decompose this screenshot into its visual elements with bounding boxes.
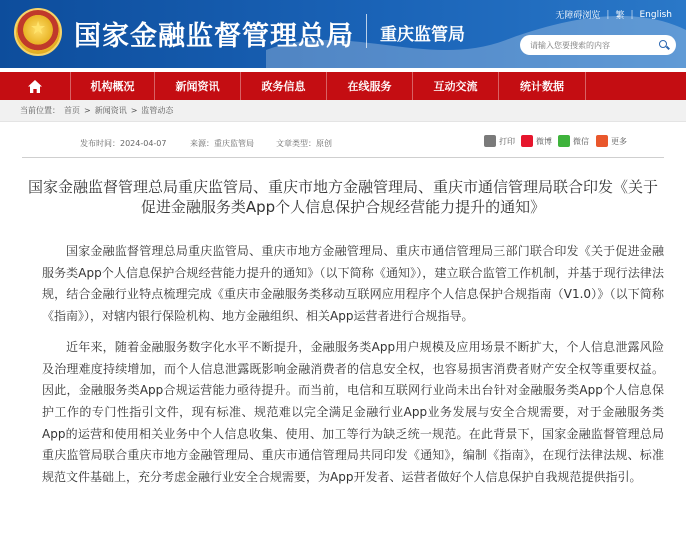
nav-home[interactable] [0,72,70,100]
print-label: 打印 [499,136,515,146]
print-button[interactable] [484,135,515,147]
wechat-share-button[interactable] [558,135,589,147]
nav-item-news[interactable]: 新闻资讯 [154,72,240,100]
printer-icon [484,135,496,147]
main-nav [0,72,686,100]
wechat-label: 微信 [573,136,589,146]
breadcrumb-regulatory-news[interactable]: 监管动态 [141,106,174,115]
publish-time: 发布时间：2024-04-07 [80,139,167,148]
breadcrumb-separator: > [130,106,138,115]
article-body [42,241,664,498]
more-share-button[interactable] [596,135,627,147]
breadcrumb-home[interactable]: 首页 [64,106,80,115]
home-icon [27,79,43,94]
search-box [520,35,676,55]
accessibility-link[interactable]: 无障碍浏览 [555,11,601,21]
nav-item-about[interactable]: 机构概况 [70,72,154,100]
site-title[interactable]: 国家金融监督管理总局 [74,21,354,52]
more-label: 更多 [611,136,627,146]
link-separator: | [606,9,610,20]
article-paragraph: 近年来，随着金融服务数字化水平不断提升，金融服务类App用户规模及应用场景不断扩大，个人信息泄露风险及治理难度持续增加，而个人信息泄露既影响金融消费者的信息安全权，也容易损害消费者财产安全权等重要权益。因此，金融服务类App合规运营能力亟待提升。而当前，电信和互联网行业尚未出台针对金融服务类App个人信息保护工作的专门性指引文件，现有标准、规范难以完全满足金融行业App业务发展与安全合规需要，对于金融服务类App的运营和使用相关业务中个人信息收集、使用、加工等行为缺乏统一规范。在此背景下，国家金融监督管理总局重庆监管局联合重庆市地方金融管理局、重庆市通信管理局共同印发《通知》，编制《指南》，在现行法律法规、标准规范文件基础上，充分考虑金融行业安全合规需要，为App开发者、运营者做好个人信息保护自我规范提供指引。 [42,339,664,485]
article-paragraph: 国家金融监督管理总局重庆监管局、重庆市地方金融管理局、重庆市通信管理局三部门联合印发《关于促进金融服务类App个人信息保护合规经营能力提升的通知》（以下简称《通知》），建立联合监管工作机制，并基于现行法律法规，结合金融行业特点梳理完成《重庆市金融服务类移动互联网应用程序个人信息保护合规指南（V1.0）》（以下简称《指南》），对辖内银行保险机构、地方金融组织、相关App运营者进行合规指导。 [42,244,664,324]
weibo-label: 微博 [536,136,552,146]
title-divider [366,14,367,48]
search-icon[interactable] [658,39,670,51]
nav-item-government-info[interactable]: 政务信息 [240,72,326,100]
article-source: 来源：重庆监管局 [190,139,254,148]
search-input[interactable] [530,41,658,50]
article-type: 文章类型：原创 [276,139,332,148]
sub-title: 重庆监管局 [380,25,465,45]
weibo-icon [521,135,533,147]
link-separator: | [630,9,634,20]
breadcrumb [0,100,686,122]
nav-item-statistics[interactable]: 统计数据 [498,72,586,100]
breadcrumb-label: 当前位置： [20,106,60,115]
wechat-icon [558,135,570,147]
more-share-icon [596,135,608,147]
national-emblem-logo[interactable] [14,8,62,56]
english-link[interactable]: English [639,9,672,20]
article-meta [0,132,686,154]
site-header [0,0,686,68]
star-icon: ★ [30,18,47,39]
weibo-share-button[interactable] [521,135,552,147]
article-title: 国家金融监督管理总局重庆监管局、重庆市地方金融管理局、重庆市通信管理局联合印发《关于促进金融服务类App个人信息保护合规经营能力提升的通知》 [27,178,658,216]
traditional-chinese-link[interactable]: 繁 [615,11,625,21]
breadcrumb-separator: > [84,106,91,115]
nav-item-online-service[interactable]: 在线服务 [326,72,412,100]
breadcrumb-news[interactable]: 新闻资讯 [94,106,127,115]
nav-item-interaction[interactable]: 互动交流 [412,72,498,100]
meta-divider [22,157,664,158]
top-links [555,8,672,21]
